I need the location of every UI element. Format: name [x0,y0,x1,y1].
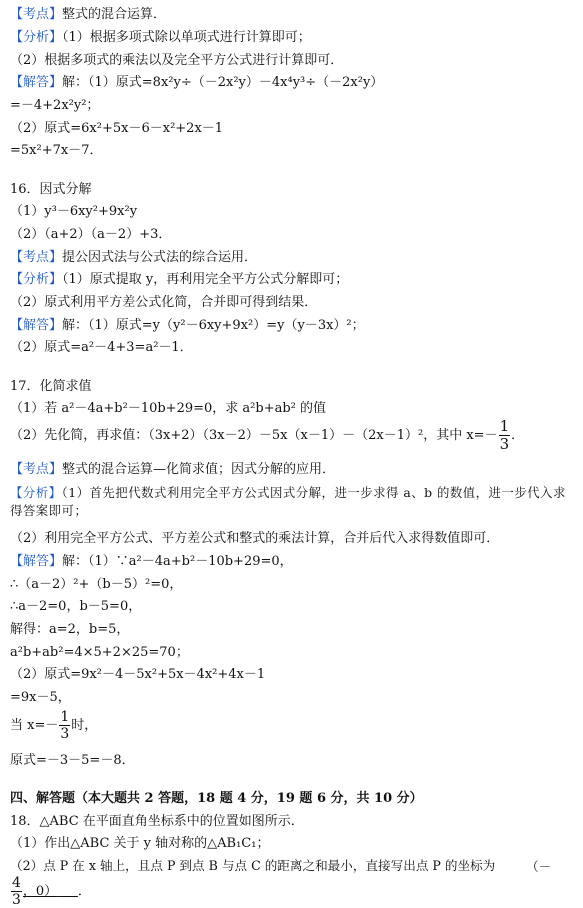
q18-answer-prefix: （－ [526,859,552,874]
q16-fenxi-line [10,271,575,289]
q18-answer-fraction [11,876,22,907]
q17-jieda-7: =9x－5， [10,690,71,705]
q17-fenxi-tag: 【分析】 [10,485,62,500]
q17-title: 17．化简求值 [10,379,92,394]
q17-jieda-6: （2）原式=9x²－4－5x²+5x－4x²+4x－1 [10,667,266,682]
q15-fenxi-tag: 【分析】 [10,30,63,45]
q18-title: 18．△ABC 在平面直角坐标系中的位置如图所示． [10,814,304,829]
q16-kaodian-text: 提公因式法与公式法的综合运用． [62,250,258,265]
q17-jieda-2: ∴（a－2）²+（b－5）²=0， [10,577,183,592]
q15-jieda-1: 解：（1）原式=8x²y÷（－2x²y）－4x⁴y³÷（－2x²y） [62,75,384,90]
q16-kaodian-tag: 【考点】 [10,250,63,265]
q17-kaodian-tag: 【考点】 [10,462,63,477]
q16-fenxi-2: （2）原式利用平方差公式化简，合并即可得到结果． [10,295,318,310]
q16-kaodian-line [10,249,575,267]
q15-kaodian-line [10,6,575,24]
q15-kaodian-text: 整式的混合运算． [62,7,167,22]
q17-sub-2-suffix: ． [511,428,525,443]
q18-end: ． [77,884,91,899]
q17-sub-2-den: 3 [499,435,510,453]
section4-heading: 四、解答题（本大题共 2 答题，18 题 4 分，19 题 6 分，共 10 分） [10,791,423,806]
q16-jieda-tag: 【解答】 [10,318,63,333]
q15-kaodian-tag: 【考点】 [10,7,63,22]
q18-answer-suffix: ，0） [22,884,58,899]
q16-jieda-2: （2）原式=a²－4+3=a²－1． [10,340,193,355]
q16-jieda-line [10,317,575,335]
q17-jieda-line [10,553,575,571]
q15-fenxi-line [10,29,575,47]
q17-jieda-8-line [10,708,575,744]
q17-fenxi-2: （2）利用完全平方公式、平方差公式和整式的乘法计算，合并后代入求得数值即可． [10,531,500,546]
q17-sub-1: （1）若 a²－4a+b²－10b+29=0，求 a²b+ab² 的值 [10,401,326,416]
q17-jieda-8-num: 1 [60,709,70,725]
q17-fenxi-1: （1）首先把代数式利用完全平方公式因式分解，进一步求得 a、b 的数值，进一步代入求得答案即可； [10,485,566,518]
q17-jieda-tag: 【解答】 [10,554,63,569]
q17-sub-2-prefix: （2）先化简，再求值：（3x+2）（3x－2）－5x（x－1）－（2x－1）²，其中 x=－ [10,428,498,443]
q17-kaodian-line [10,461,575,479]
q18-sub-1: （1）作出△ABC 关于 y 轴对称的△AB₁C₁； [10,836,270,851]
q18-sub-2: （2）点 P 在 x 轴上，且点 P 到点 B 与点 C 的距离之和最小，直接写出点 P 的坐标为 [10,858,496,873]
q17-jieda-8-den: 3 [60,726,70,742]
q15-fenxi-2: （2）根据多项式的乘法以及完全平方公式进行计算即可． [10,53,344,68]
q17-jieda-1: 解：（1）∵a²－4a+b²－10b+29=0， [62,554,293,569]
q18-answer-den: 3 [12,892,21,908]
q17-jieda-3: ∴a－2=0，b－5=0， [10,599,142,614]
q17-kaodian-text: 整式的混合运算—化简求值；因式分解的应用． [62,462,336,477]
q16-jieda-1: 解：（1）原式=y（y²－6xy+9x²）=y（y－3x）²； [62,318,365,333]
q16-title: 16．因式分解 [10,182,92,197]
q17-sub-2-fraction [499,419,511,452]
q17-jieda-4: 解得：a=2，b=5， [10,622,130,637]
q16-sub-1: （1）y³－6xy²+9x²y [10,204,138,219]
q15-jieda-line [10,74,575,92]
q16-fenxi-1: （1）原式提取 y，再利用完全平方公式分解即可； [62,272,349,287]
q15-fenxi-1: （1）根据多项式除以单项式进行计算即可； [62,30,311,45]
q15-jieda-4: =5x²+7x－7． [10,143,103,158]
q16-sub-2: （2）（a+2）（a－2）+3． [10,227,172,242]
q18-answer-line [10,876,575,907]
q17-sub-2-line [10,418,575,454]
q16-fenxi-tag: 【分析】 [10,272,63,287]
q15-jieda-tag: 【解答】 [10,75,63,90]
q18-answer-num: 4 [12,875,21,891]
q15-jieda-2: =－4+2x²y²； [10,98,100,113]
q17-jieda-9: 原式=－3－5=－8． [10,753,135,768]
q17-sub-2-num: 1 [499,417,510,435]
q17-jieda-8-prefix: 当 x=－ [10,718,59,733]
q15-jieda-3: （2）原式=6x²+5x－6－x²+2x－1 [10,121,224,136]
q17-jieda-8-fraction [59,710,70,741]
q17-fenxi-line [10,484,575,520]
q17-jieda-5: a²b+ab²=4×5+2×25=70； [10,645,189,660]
q17-jieda-8-suffix: 时， [71,718,98,733]
